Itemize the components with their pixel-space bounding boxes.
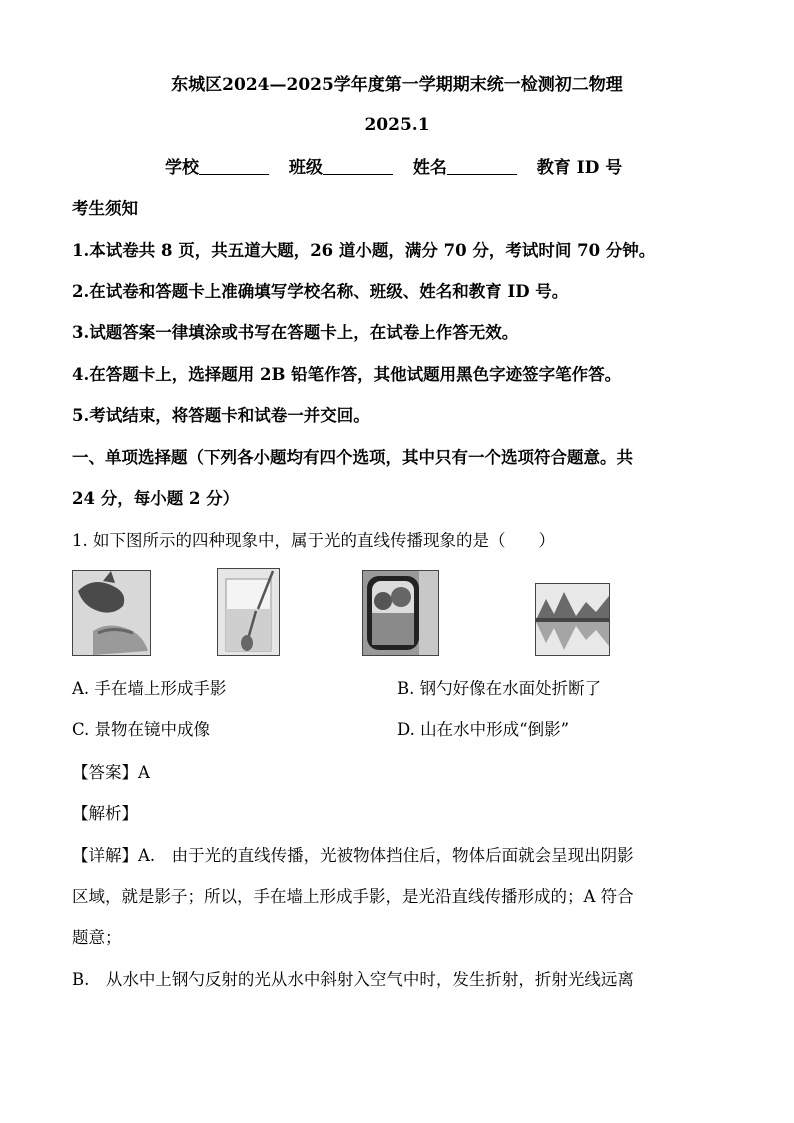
spoon-in-water-image <box>217 568 280 656</box>
exam-date: 2025.1 <box>364 115 430 135</box>
hand-shadow-image <box>72 570 151 656</box>
detail-line-4: B. 从水中上钢勺反射的光从水中斜射入空气中时，发生折射，折射光线远离 <box>72 970 634 989</box>
school-label: 学校 <box>165 158 199 178</box>
question-stem: 1. 如下图所示的四种现象中，属于光的直线传播现象的是（ ） <box>72 531 555 550</box>
detail-line-2: 区域，就是影子；所以，手在墙上形成手影，是光沿直线传播形成的；A 符合 <box>72 887 634 906</box>
detail-line-3: 题意； <box>72 928 122 947</box>
option-b: B. 钢勺好像在水面处折断了 <box>397 679 602 698</box>
notice-item-3: 3.试题答案一律填涂或书写在答题卡上，在试卷上作答无效。 <box>72 323 519 342</box>
school-field[interactable] <box>199 158 269 175</box>
detail-line-1: 【详解】A. 由于光的直线传播，光被物体挡住后，物体后面就会呈现出阴影 <box>72 846 634 865</box>
analysis-label: 【解析】 <box>72 804 138 823</box>
option-a: A. 手在墙上形成手影 <box>72 679 227 698</box>
notice-item-2: 2.在试卷和答题卡上准确填写学校名称、班级、姓名和教育 ID 号。 <box>72 282 569 301</box>
notice-item-5: 5.考试结束，将答题卡和试卷一并交回。 <box>72 406 370 425</box>
section-heading-line2: 24 分，每小题 2 分） <box>72 489 240 508</box>
notice-heading: 考生须知 <box>72 199 138 218</box>
class-label: 班级 <box>288 158 323 178</box>
mountain-reflection-image <box>535 583 610 656</box>
exam-title: 东城区2024—2025学年度第一学期期末统一检测初二物理 <box>171 75 623 95</box>
class-field[interactable] <box>323 158 393 175</box>
option-d: D. 山在水中形成“倒影” <box>397 720 570 739</box>
info-fields <box>165 153 622 178</box>
answer: 【答案】A <box>72 763 150 782</box>
car-mirror-image <box>362 570 439 656</box>
id-label: 教育 ID 号 <box>536 158 623 178</box>
name-label: 姓名 <box>412 158 447 178</box>
name-field[interactable] <box>447 158 517 175</box>
section-heading-line1: 一、单项选择题（下列各小题均有四个选项，其中只有一个选项符合题意。共 <box>72 448 633 467</box>
option-c: C. 景物在镜中成像 <box>72 720 211 739</box>
notice-item-1: 1.本试卷共 8 页，共五道大题，26 道小题，满分 70 分，考试时间 70 分钟。 <box>72 241 656 260</box>
notice-item-4: 4.在答题卡上，选择题用 2B 铅笔作答，其他试题用黑色字迹签字笔作答。 <box>72 365 622 384</box>
